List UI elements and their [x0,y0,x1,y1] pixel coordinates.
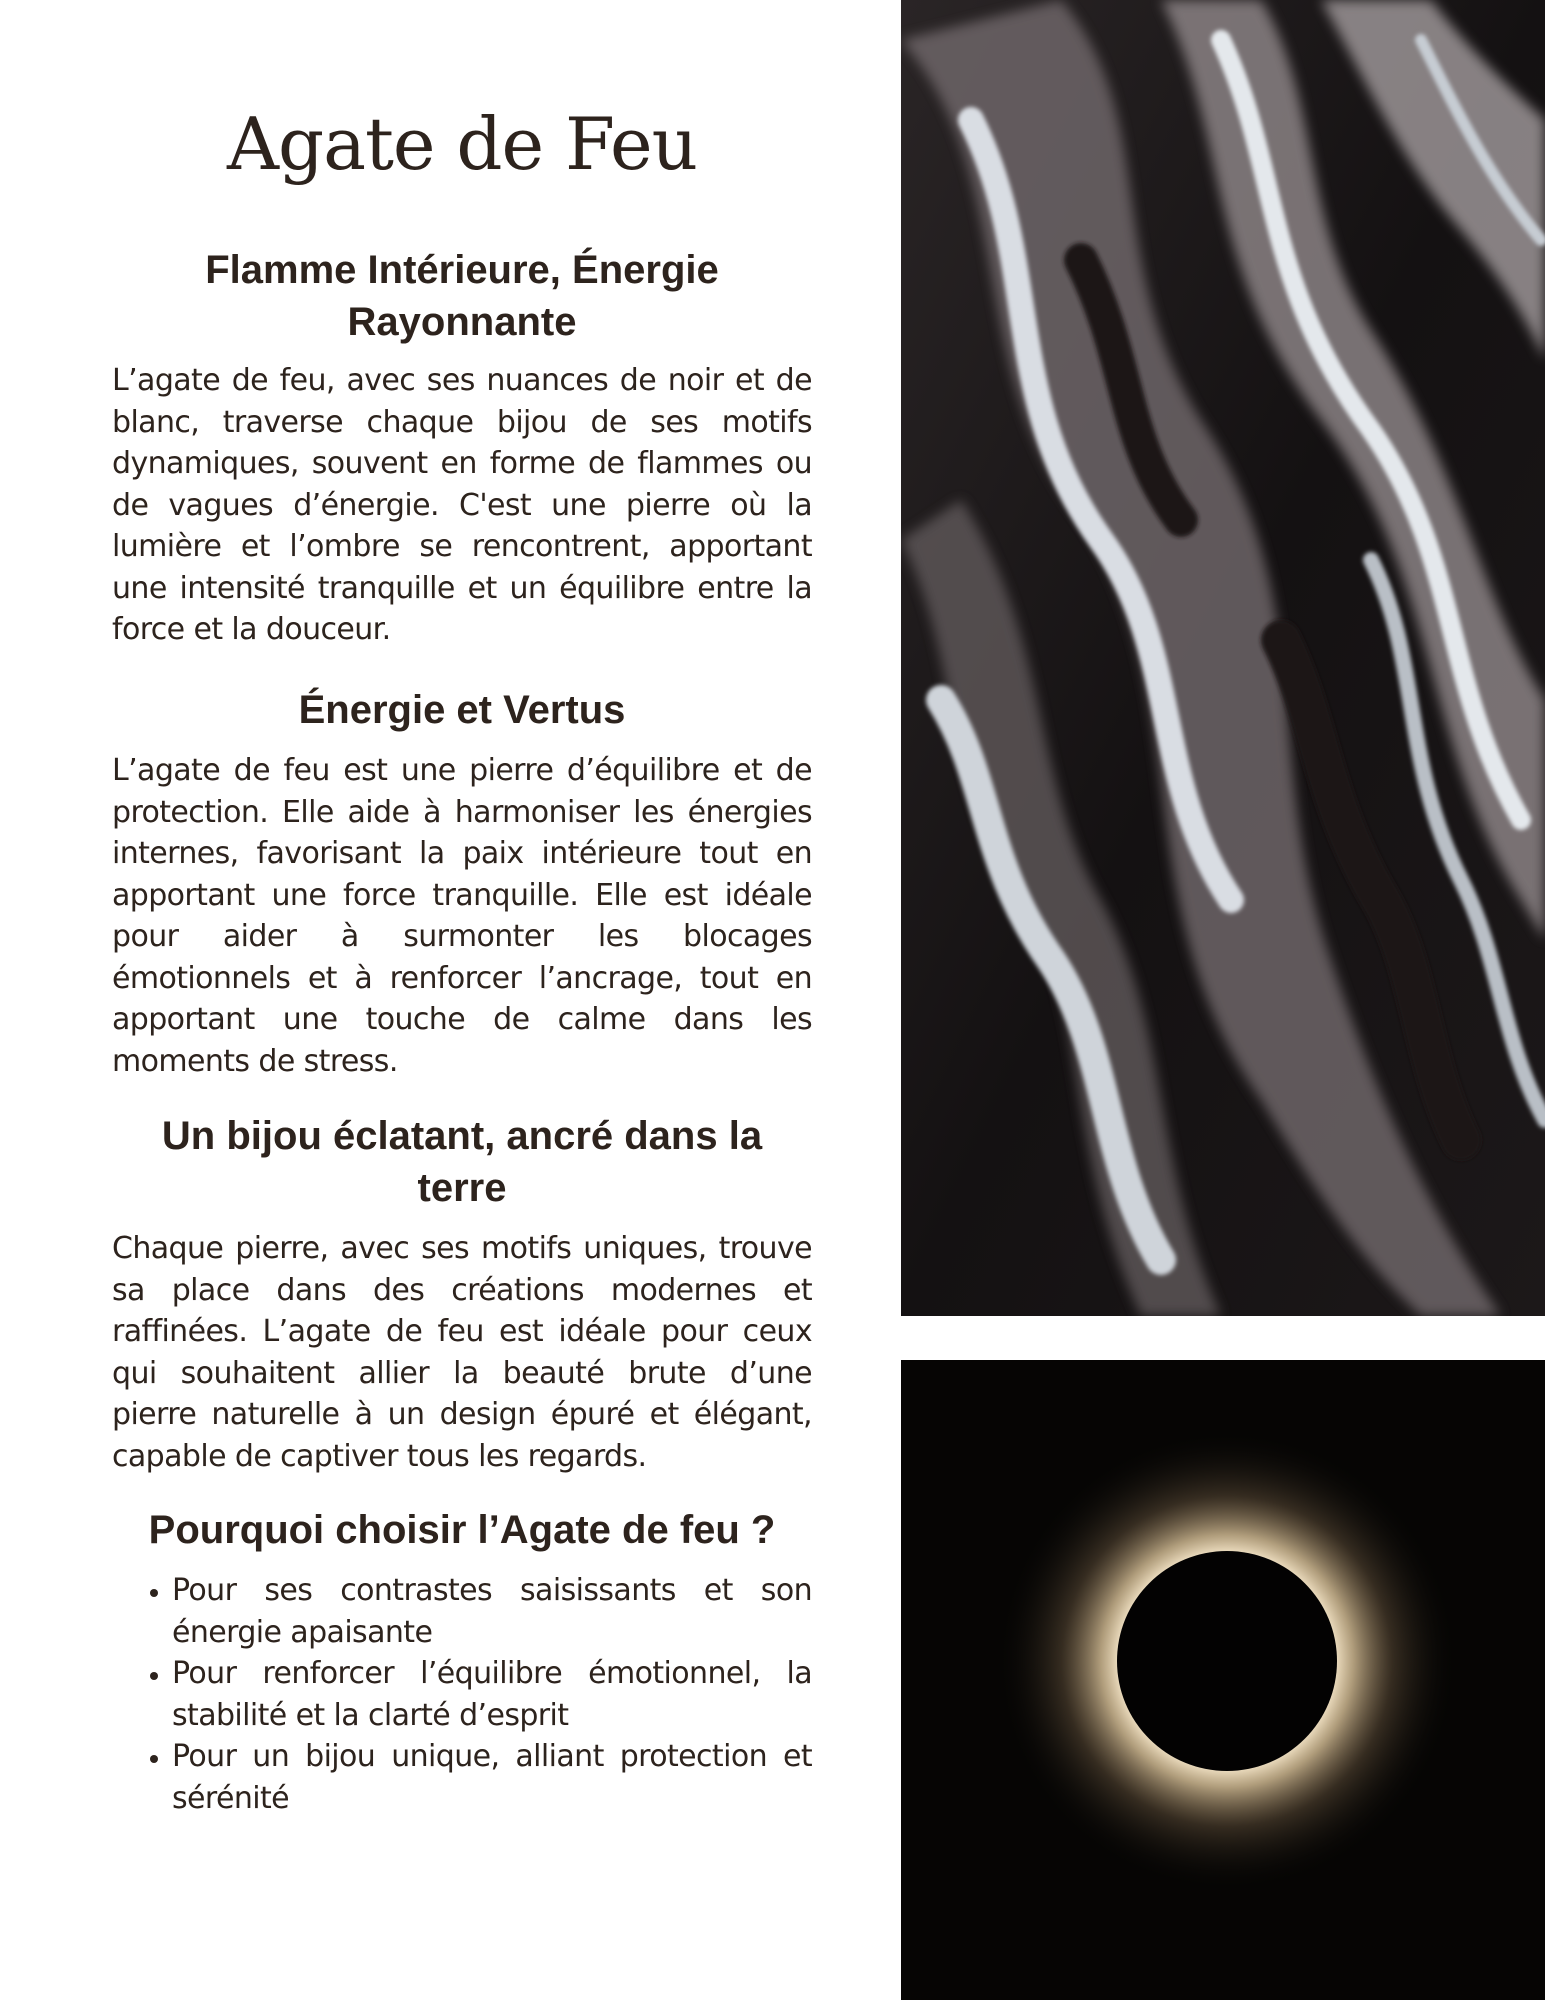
bullet-list [112,1570,812,1819]
section-body: L’agate de feu est une pierre d’équilibre et de protection. Elle aide à harmoniser les énergies internes, favorisant la paix intérieure tout en apportant une force tranquille. Elle est idéale pour aider à surmonter les blocages émotionnels et à renforcer l’ancrage, tout en apportant une touche de calme dans les moments de stress. [112,753,812,1079]
section-flamme [112,244,812,651]
section-heading: Énergie et Vertus [298,688,626,732]
solar-eclipse-photo [901,1360,1545,2000]
section-bijou [112,1110,812,1477]
list-item: • Pour un bijou unique, alliant protection et sérénité [172,1736,812,1819]
section-heading: Flamme Intérieure, Énergie Rayonnante [205,248,719,344]
page-title: Agate de Feu [226,102,698,186]
section-energie [112,684,812,1082]
section-body: L’agate de feu, avec ses nuances de noir et de blanc, traverse chaque bijou de ses motifs dynamiques, souvent en forme de flammes ou de vagues d’énergie. C'est une pierre où la lumière et l’ombre se rencontrent, apportant une intensité tranquille et un équilibre entre la force et la douceur. [112,363,812,647]
list-item: • Pour ses contrastes saisissants et son énergie apaisante [172,1570,812,1653]
section-body: Chaque pierre, avec ses motifs uniques, trouve sa place dans des créations modernes et raffinées. L’agate de feu est idéale pour ceux qui souhaitent allier la beauté brute d’une pierre naturelle à un design épuré et élégant, capable de captiver tous les regards. [112,1231,812,1474]
section-heading: Un bijou éclatant, ancré dans la terre [161,1114,763,1210]
list-item: • Pour renforcer l’équilibre émotionnel, la stabilité et la clarté d’esprit [172,1653,812,1736]
section-pourquoi [112,1504,812,1819]
section-heading: Pourquoi choisir l’Agate de feu ? [148,1508,776,1552]
marble-agate-photo [901,0,1545,1316]
